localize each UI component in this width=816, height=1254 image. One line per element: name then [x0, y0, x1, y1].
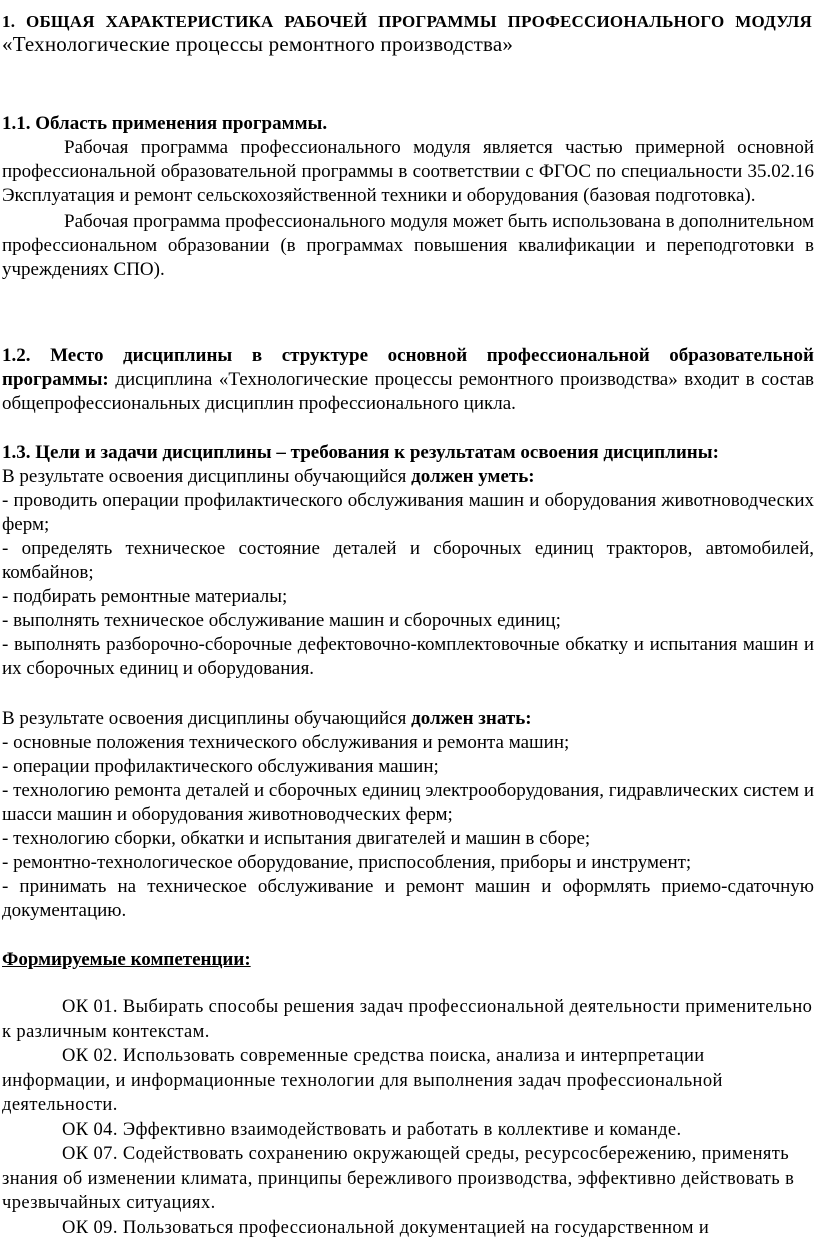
- competency-item: ОК 02. Использовать современные средства поиска, анализа и интерпретации информации, и информационные технологии для выполнения задач профессиональной деятельности.: [2, 1046, 723, 1115]
- competencies-list: [2, 995, 814, 1240]
- section-1-1: [2, 112, 814, 282]
- section-1-3: [2, 441, 814, 681]
- page-title: [2, 10, 812, 57]
- section-1-1-paragraph-1: Рабочая программа профессионального модуля является частью примерной основной профессиональной образовательной программы в соответствии с ФГОС по специальности 35.02.16 Эксплуатация и ремонт сельскохозяйственной техники и оборудования (базовая подготовка).: [2, 137, 814, 206]
- title-module-name: «Технологические процессы ремонтного производства»: [2, 32, 514, 56]
- znat-label: должен знать:: [411, 708, 532, 729]
- umet-intro-text: В результате освоения дисциплины обучающийся: [2, 466, 412, 487]
- competency-item: ОК 09. Пользоваться профессиональной документацией на государственном и: [62, 1217, 710, 1238]
- umet-item: - проводить операции профилактического обслуживания машин и оборудования животноводческих ферм;: [2, 490, 814, 535]
- znat-intro-text: В результате освоения дисциплины обучающийся: [2, 708, 412, 729]
- competency-item: ОК 01. Выбирать способы решения задач профессиональной деятельности применительно к различным контекстам.: [2, 997, 813, 1042]
- umet-label: должен уметь:: [411, 466, 535, 487]
- competencies-heading: Формируемые компетенции:: [2, 949, 251, 970]
- section-1-2-text: дисциплина «Технологические процессы ремонтного производства» входит в состав общепрофессиональных дисциплин профессионального цикла.: [2, 369, 814, 414]
- section-1-2-paragraph: [2, 344, 814, 416]
- competency-item: ОК 07. Содействовать сохранению окружающей среды, ресурсосбережению, применять знания об изменении климата, принципы бережливого производства, эффективно действовать в чрезвычайных ситуациях.: [2, 1144, 795, 1213]
- znat-item: - технологию ремонта деталей и сборочных единиц электрооборудования, гидравлических систем и шасси машин и оборудования животноводческих ферм;: [2, 780, 814, 825]
- znat-block: [2, 707, 814, 923]
- umet-intro: [2, 465, 814, 489]
- section-1-1-heading: 1.1. Область применения программы.: [2, 113, 328, 134]
- znat-item: - ремонтно-технологическое оборудование, приспособления, приборы и инструмент;: [2, 852, 692, 873]
- section-1-1-paragraph-2: Рабочая программа профессионального модуля может быть использована в дополнительном профессиональном образовании (в программах повышения квалификации и переподготовки в учреждениях СПО).: [2, 211, 814, 280]
- competencies-heading-block: [2, 948, 814, 972]
- znat-item: - операции профилактического обслуживания машин;: [2, 756, 439, 777]
- title-bold: 1. ОБЩАЯ ХАРАКТЕРИСТИКА РАБОЧЕЙ ПРОГРАММЫ ПРОФЕССИОНАЛЬНОГО МОДУЛЯ: [2, 12, 812, 31]
- znat-item: - принимать на техническое обслуживание и ремонт машин и оформлять приемо-сдаточную документацию.: [2, 876, 814, 921]
- competency-item: ОК 04. Эффективно взаимодействовать и работать в коллективе и команде.: [62, 1119, 682, 1140]
- section-1-3-heading: 1.3. Цели и задачи дисциплины – требования к результатам освоения дисциплины:: [2, 442, 719, 463]
- section-1-2-heading: 1.2. Место дисциплины в структуре основной профессиональной образовательной программы:: [2, 345, 814, 390]
- znat-intro: [2, 707, 814, 731]
- section-1-2: [2, 344, 814, 416]
- umet-item: - определять техническое состояние деталей и сборочных единиц тракторов, автомобилей, комбайнов;: [2, 538, 814, 583]
- umet-item: - выполнять разборочно-сборочные дефектовочно-комплектовочные обкатку и испытания машин и их сборочных единиц и оборудования.: [2, 634, 814, 679]
- znat-item: - технологию сборки, обкатки и испытания двигателей и машин в сборе;: [2, 828, 591, 849]
- znat-item: - основные положения технического обслуживания и ремонта машин;: [2, 732, 570, 753]
- umet-item: - выполнять техническое обслуживание машин и сборочных единиц;: [2, 610, 561, 631]
- umet-item: - подбирать ремонтные материалы;: [2, 586, 288, 607]
